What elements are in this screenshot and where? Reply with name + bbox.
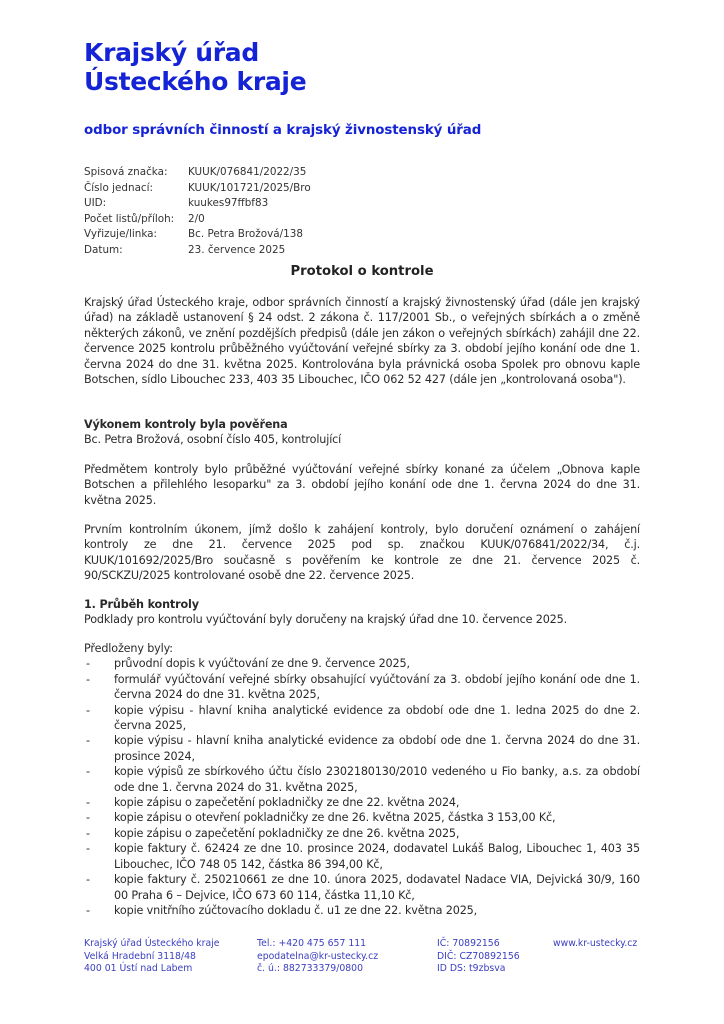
- footer-ids: [437, 938, 520, 976]
- footer-website-link[interactable]: www.kr-ustecky.cz: [553, 938, 638, 949]
- assigned-text: Bc. Petra Brožová, osobní číslo 405, kontrolující: [84, 433, 342, 447]
- bullet: -: [86, 657, 90, 671]
- department-name: odbor správních činností a krajský živnostenský úřad: [84, 123, 482, 138]
- org-title-line2: Ústeckého kraje: [84, 67, 307, 96]
- meta-label: Vyřizuje/linka:: [84, 228, 158, 241]
- meta-value: 2/0: [188, 212, 205, 225]
- submitted-list: [84, 656, 640, 918]
- list-item: [84, 703, 640, 734]
- list-item-text: kopie zápisu o otevření pokladničky ze dne 26. května 2025, částka 3 153,00 Kč,: [114, 811, 556, 825]
- list-item-text: kopie faktury č. 250210661 ze dne 10. února 2025, dodavatel Nadace VIA, Dejvická 30/9, 160 00 Praha 6 – Dejvice, IČO 673 60 114, částka 11,10 Kč,: [114, 873, 640, 902]
- list-item: [84, 841, 640, 872]
- footer-phone: Tel.: +420 475 657 111: [257, 938, 367, 949]
- list-item-text: kopie výpisů ze sbírkového účtu číslo 2302180130/2010 vedeného u Fio banky, a.s. za období ode dne 1. června 2024 do 31. května 2025,: [114, 765, 640, 794]
- bullet: -: [86, 873, 90, 887]
- list-item: [84, 656, 640, 671]
- footer-org-name: Krajský úřad Ústeckého kraje: [84, 938, 220, 949]
- list-item-text: průvodní dopis k vyúčtování ze dne 9. července 2025,: [114, 657, 410, 671]
- meta-row-reference-number: [84, 181, 311, 197]
- meta-row-date: [84, 243, 311, 259]
- list-item: [84, 764, 640, 795]
- intro-paragraph: Krajský úřad Ústeckého kraje, odbor správních činností a krajský živnostenský úřad (dále jen krajský úřad) na základě ustanovení § 24 odst. 2 zákona č. 117/2001 Sb., o veřejných sbírkách a o změně některých zákonů, ve znění pozdějších předpisů (dále jen zákon o veřejných sbírkách) zahájil dne 22. července 2025 kontrolu průběžného vyúčtování veřejné sbírky za 3. období jejího konání ode dne 1. června 2024 do dne 31. května 2025. Kontrolována byla právnická osoba Spolek pro obnovu kaple Botschen, sídlo Libouchec 233, 403 35 Libouchec, IČO 062 52 427 (dále jen „kontrolovaná osoba").: [84, 296, 640, 387]
- list-item-text: kopie výpisu - hlavní kniha analytické evidence za období ode dne 1. června 2024 do dne 31. prosince 2024,: [114, 734, 640, 763]
- organization-title: [84, 38, 306, 96]
- bullet: -: [86, 903, 90, 917]
- meta-label: Číslo jednací:: [84, 181, 154, 194]
- meta-value: KUUK/076841/2022/35: [188, 166, 307, 178]
- footer-web: [553, 938, 637, 951]
- bullet: -: [86, 796, 90, 810]
- meta-value: 23. července 2025: [188, 243, 286, 256]
- org-title-line1: Krajský úřad: [84, 38, 259, 67]
- section-1-text: Podklady pro kontrolu vyúčtování byly doručeny na krajský úřad dne 10. července 2025.: [84, 613, 568, 627]
- meta-label: Spisová značka:: [84, 166, 168, 178]
- bullet: -: [86, 811, 90, 825]
- list-item-text: kopie zápisu o zapečetění pokladničky ze dne 22. května 2024,: [114, 796, 460, 810]
- footer-contact: [257, 938, 378, 976]
- subject-paragraph: Předmětem kontroly bylo průběžné vyúčtování veřejné sbírky konané za účelem „Obnova kaple Botschen a přilehlého lesoparku" za 3. období jejího konání ode dne 1. června 2024 do dne 31. května 2025.: [84, 463, 640, 507]
- footer-email-link[interactable]: epodatelna@kr-ustecky.cz: [257, 950, 379, 962]
- footer-street: Velká Hradební 3118/48: [84, 950, 196, 962]
- list-item-text: kopie zápisu o zapečetění pokladničky ze dne 26. května 2025,: [114, 826, 460, 840]
- footer-data-box: ID DS: t9zbsva: [437, 963, 506, 975]
- list-item-text: kopie výpisu - hlavní kniha analytické evidence za období ode dne 1. ledna 2025 do dne 2. června 2025,: [114, 703, 640, 733]
- footer-ic: IČ: 70892156: [437, 938, 500, 949]
- bullet: -: [86, 672, 90, 686]
- bullet: -: [86, 703, 90, 717]
- list-item: [84, 826, 640, 841]
- meta-label: Počet listů/příloh:: [84, 212, 175, 225]
- footer-address: [84, 938, 219, 976]
- bullet: -: [86, 734, 90, 748]
- footer-bank-account: č. ú.: 882733379/0800: [257, 963, 363, 975]
- bullet: -: [86, 765, 90, 779]
- list-item-text: formulář vyúčtování veřejné sbírky obsahující vyúčtování za 3. období jejího konání ode dne 1. června 2024 do dne 31. května 2025,: [114, 672, 640, 702]
- assigned-section: [84, 417, 640, 448]
- meta-row-pages: [84, 212, 311, 228]
- list-item: [84, 795, 640, 810]
- section-1: [84, 597, 640, 628]
- meta-row-handled-by: [84, 227, 311, 243]
- bullet: -: [86, 842, 90, 856]
- list-item-text: kopie vnitřního zúčtovacího dokladu č. u1 ze dne 22. května 2025,: [114, 903, 478, 917]
- meta-value: kuukes97ffbf83: [188, 197, 269, 210]
- meta-label: Datum:: [84, 243, 123, 256]
- submitted-label: Předloženy byly:: [84, 642, 173, 655]
- submitted-documents: [84, 641, 640, 918]
- document-metadata: [84, 165, 311, 259]
- meta-row-uid: [84, 196, 311, 212]
- list-item: [84, 872, 640, 903]
- footer-city: 400 01 Ústí nad Labem: [84, 963, 193, 975]
- meta-value: KUUK/101721/2025/Bro: [188, 181, 311, 194]
- section-1-heading: 1. Průběh kontroly: [84, 598, 199, 611]
- meta-row-file-mark: [84, 165, 311, 181]
- list-item-text: kopie faktury č. 62424 ze dne 10. prosince 2024, dodavatel Lukáš Balog, Libouchec 1, 403 35 Libouchec, IČO 748 05 142, částka 86 394,00 Kč,: [114, 842, 640, 871]
- list-item: [84, 672, 640, 703]
- first-act-paragraph: Prvním kontrolním úkonem, jímž došlo k zahájení kontroly, bylo doručení oznámení o zahájení kontroly ze dne 21. července 2025 pod sp. značkou KUUK/076841/2022/34, č.j. KUUK/101692/2025/Bro současně s pověřením ke kontrole ze dne 21. července 2025 č. 90/SCKZU/2025 kontrolované osobě dne 22. července 2025.: [84, 523, 640, 583]
- document-title: Protokol o kontrole: [290, 264, 434, 279]
- meta-label: UID:: [84, 197, 107, 210]
- meta-value: Bc. Petra Brožová/138: [188, 228, 303, 241]
- footer-dic: DIČ: CZ70892156: [437, 950, 520, 962]
- bullet: -: [86, 826, 90, 840]
- assigned-heading: Výkonem kontroly byla pověřena: [84, 418, 288, 431]
- list-item: [84, 810, 640, 825]
- list-item: [84, 903, 640, 918]
- list-item: [84, 733, 640, 764]
